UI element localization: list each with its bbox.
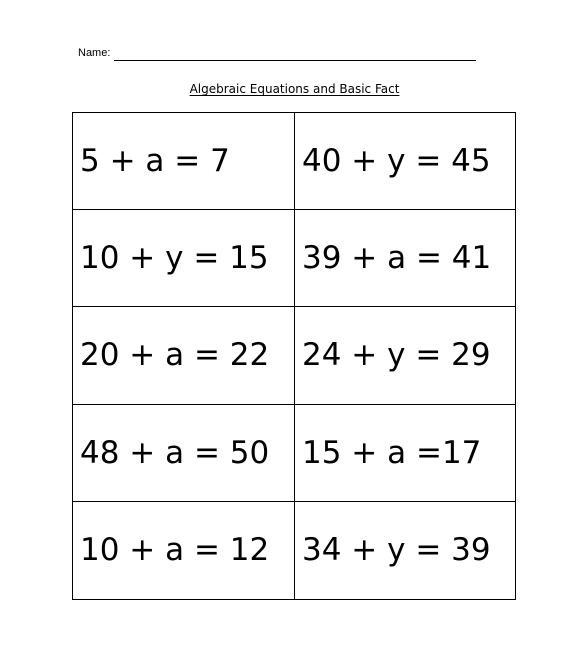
worksheet-title-text: Algebraic Equations and Basic Fact — [189, 82, 400, 96]
equation-cell: 40 + y = 45 — [295, 113, 516, 210]
equation-cell: 20 + a = 22 — [73, 307, 295, 404]
worksheet-title — [0, 81, 585, 97]
equation-cell: 24 + y = 29 — [295, 307, 516, 404]
equation-cell: 34 + y = 39 — [302, 532, 491, 569]
name-field — [78, 46, 476, 62]
name-label: Name: — [78, 47, 111, 59]
equation-cell: 10 + y = 15 — [73, 210, 295, 307]
equation-grid — [72, 112, 516, 600]
equation-cell: 15 + a =17 — [295, 405, 516, 502]
equation-cell: 5 + a = 7 — [73, 113, 295, 210]
equation-cell: 48 + a = 50 — [73, 405, 295, 502]
equation-cell: 39 + a = 41 — [295, 210, 516, 307]
equation-cell: 10 + a = 12 — [73, 502, 295, 599]
name-line — [114, 60, 476, 61]
